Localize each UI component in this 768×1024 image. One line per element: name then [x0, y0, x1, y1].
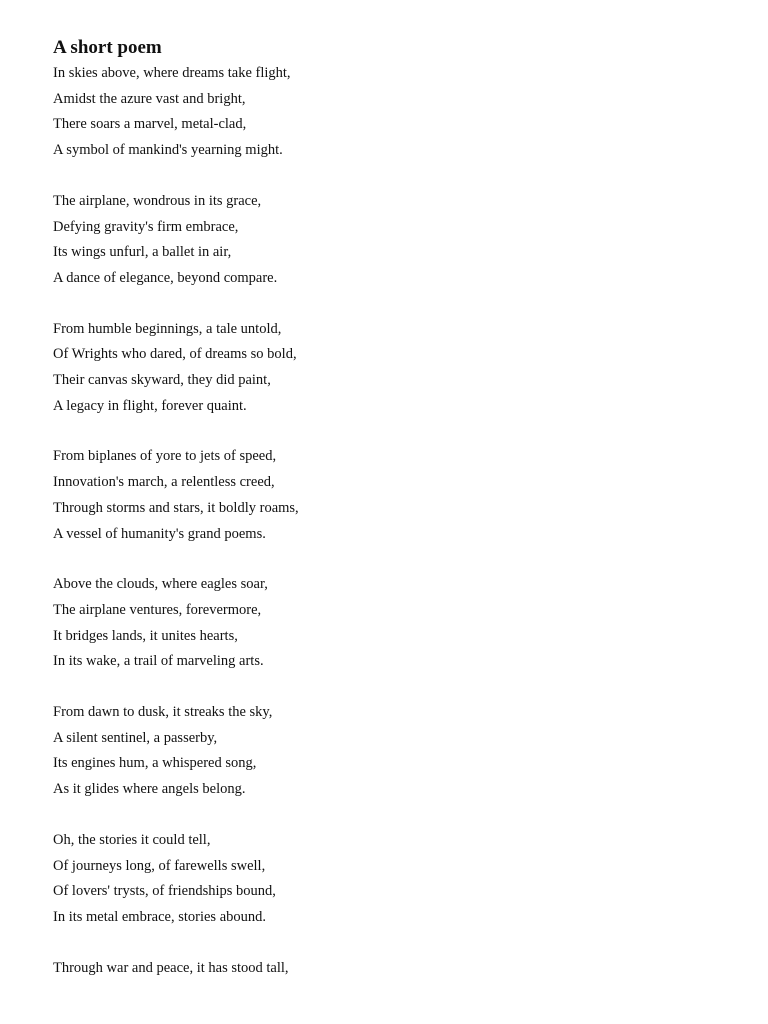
poem-line: A legacy in flight, forever quaint. [53, 397, 247, 414]
poem-line: Oh, the stories it could tell, [53, 831, 211, 848]
poem-line: Of lovers' trysts, of friendships bound, [53, 883, 276, 900]
poem-line: Its wings unfurl, a ballet in air, [53, 244, 232, 261]
poem-line: Through war and peace, it has stood tall, [53, 959, 289, 976]
poem-line: The airplane ventures, forevermore, [53, 601, 262, 618]
poem-line: As it glides where angels belong. [53, 781, 246, 798]
stanza [53, 317, 733, 420]
poem-line: In its wake, a trail of marveling arts. [53, 653, 264, 670]
poem-line: A dance of elegance, beyond compare. [53, 269, 278, 286]
poem-line: Of Wrights who dared, of dreams so bold, [53, 346, 297, 363]
poem-line: It bridges lands, it unites hearts, [53, 627, 238, 644]
stanza [53, 572, 733, 675]
stanza [53, 956, 733, 982]
poem-line: A silent sentinel, a passerby, [53, 729, 218, 746]
poem-line: From biplanes of yore to jets of speed, [53, 448, 277, 465]
poem-line: Their canvas skyward, they did paint, [53, 372, 271, 389]
poem-line: In its metal embrace, stories abound. [53, 908, 267, 925]
poem-line: Defying gravity's firm embrace, [53, 218, 239, 235]
stanza [53, 700, 733, 803]
poem-line: Through storms and stars, it boldly roams, [53, 499, 299, 516]
poem-line: A symbol of mankind's yearning might. [53, 142, 283, 159]
poem-line: In skies above, where dreams take flight, [53, 65, 291, 81]
stanza [53, 828, 733, 931]
poem-line: From dawn to dusk, it streaks the sky, [53, 704, 273, 721]
poem-line: A vessel of humanity's grand poems. [53, 525, 266, 542]
document-page [53, 36, 733, 1006]
poem-line: The airplane, wondrous in its grace, [53, 192, 262, 209]
poem-line: Above the clouds, where eagles soar, [53, 576, 268, 593]
poem-line: There soars a marvel, metal-clad, [53, 116, 247, 133]
poem-line: Of journeys long, of farewells swell, [53, 857, 266, 874]
stanza [53, 61, 733, 164]
poem-title: A short poem [53, 37, 162, 58]
poem-line: Amidst the azure vast and bright, [53, 90, 246, 107]
stanza [53, 189, 733, 292]
poem-line: From humble beginnings, a tale untold, [53, 320, 282, 337]
stanza [53, 444, 733, 547]
poem-line: Its engines hum, a whispered song, [53, 755, 257, 772]
poem-line: Innovation's march, a relentless creed, [53, 474, 275, 491]
